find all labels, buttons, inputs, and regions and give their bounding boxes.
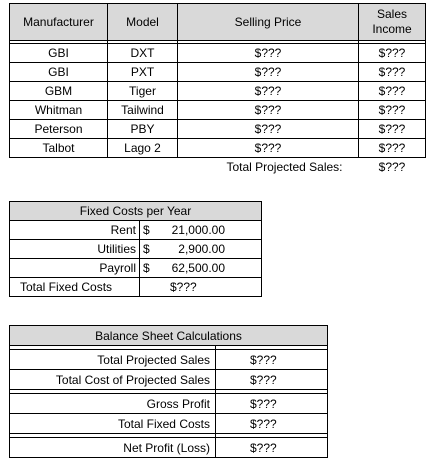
fixed-costs-title-row [10, 202, 262, 221]
cell-selling-price[interactable]: $??? [178, 63, 359, 82]
table-row [10, 240, 262, 259]
balance-sheet-title[interactable]: Balance Sheet Calculations [10, 326, 328, 346]
cell-model[interactable]: Tailwind [108, 101, 178, 120]
total-projected-sales-row [10, 158, 426, 177]
cell-model[interactable]: PBY [108, 120, 178, 139]
cell-selling-price[interactable]: $??? [178, 44, 359, 63]
header-model[interactable]: Model [108, 4, 178, 41]
header-sales-income[interactable] [359, 4, 426, 41]
cell-selling-price[interactable]: $??? [178, 139, 359, 158]
fixed-cost-label[interactable]: Rent [10, 221, 140, 240]
table-row [10, 63, 426, 82]
cell-manufacturer[interactable]: Peterson [10, 120, 108, 139]
amount-value: 62,500.00 [171, 260, 225, 275]
table-row [10, 350, 328, 370]
header-sales-income-line2: Income [372, 22, 412, 36]
table-row [10, 370, 328, 390]
balance-label[interactable]: Total Cost of Projected Sales [10, 370, 216, 390]
header-manufacturer[interactable]: Manufacturer [10, 4, 108, 41]
balance-label[interactable]: Total Fixed Costs [10, 414, 216, 434]
balance-value[interactable]: $??? [216, 414, 328, 434]
total-fixed-costs-label[interactable]: Total Fixed Costs [10, 278, 140, 297]
total-projected-sales-label: Total Projected Sales: [226, 159, 343, 174]
table-row [10, 139, 426, 158]
total-projected-sales-value[interactable]: $??? [378, 159, 406, 174]
cell-model[interactable]: PXT [108, 63, 178, 82]
balance-value[interactable]: $??? [216, 394, 328, 414]
table-row [10, 259, 262, 278]
header-sales-income-line1: Sales [376, 7, 408, 21]
cell-sales-income[interactable]: $??? [359, 120, 426, 139]
fixed-cost-label[interactable]: Payroll [10, 259, 140, 278]
balance-label[interactable]: Total Projected Sales [10, 350, 216, 370]
cell-selling-price[interactable]: $??? [178, 101, 359, 120]
sales-header-row [10, 4, 426, 41]
cell-manufacturer[interactable]: Whitman [10, 101, 108, 120]
cell-manufacturer[interactable]: GBI [10, 63, 108, 82]
table-row [10, 82, 426, 101]
balance-sheet-title-row [10, 326, 328, 346]
cell-model[interactable]: Tiger [108, 82, 178, 101]
balance-sheet-table [9, 325, 328, 458]
total-fixed-costs-value[interactable]: $??? [140, 278, 262, 297]
fixed-cost-amount[interactable] [140, 240, 262, 259]
balance-value[interactable]: $??? [216, 438, 328, 458]
cell-sales-income[interactable]: $??? [359, 139, 426, 158]
amount-value: 21,000.00 [171, 222, 225, 237]
fixed-costs-title[interactable]: Fixed Costs per Year [10, 202, 262, 221]
blank-cell [10, 158, 108, 177]
table-row [10, 438, 328, 458]
cell-sales-income[interactable]: $??? [359, 101, 426, 120]
cell-model[interactable]: Lago 2 [108, 139, 178, 158]
table-row [10, 221, 262, 240]
fixed-cost-amount[interactable] [140, 259, 262, 278]
currency-symbol: $ [143, 241, 150, 256]
fixed-costs-table [9, 201, 262, 297]
cell-manufacturer[interactable]: GBI [10, 44, 108, 63]
cell-sales-income[interactable]: $??? [359, 44, 426, 63]
fixed-cost-amount[interactable] [140, 221, 262, 240]
cell-selling-price[interactable]: $??? [178, 120, 359, 139]
balance-label[interactable]: Gross Profit [10, 394, 216, 414]
header-selling-price[interactable]: Selling Price [178, 4, 359, 41]
cell-selling-price[interactable]: $??? [178, 82, 359, 101]
table-row [10, 101, 426, 120]
table-row [10, 394, 328, 414]
cell-sales-income[interactable]: $??? [359, 63, 426, 82]
sales-table [9, 3, 426, 176]
cell-model[interactable]: DXT [108, 44, 178, 63]
balance-value[interactable]: $??? [216, 370, 328, 390]
currency-symbol: $ [143, 260, 150, 275]
table-row [10, 44, 426, 63]
table-row [10, 414, 328, 434]
balance-label[interactable]: Net Profit (Loss) [10, 438, 216, 458]
cell-manufacturer[interactable]: GBM [10, 82, 108, 101]
balance-value[interactable]: $??? [216, 350, 328, 370]
fixed-cost-label[interactable]: Utilities [10, 240, 140, 259]
table-row [10, 120, 426, 139]
currency-symbol: $ [143, 222, 150, 237]
total-fixed-costs-row [10, 278, 262, 297]
cell-sales-income[interactable]: $??? [359, 82, 426, 101]
cell-manufacturer[interactable]: Talbot [10, 139, 108, 158]
amount-value: 2,900.00 [178, 241, 225, 256]
